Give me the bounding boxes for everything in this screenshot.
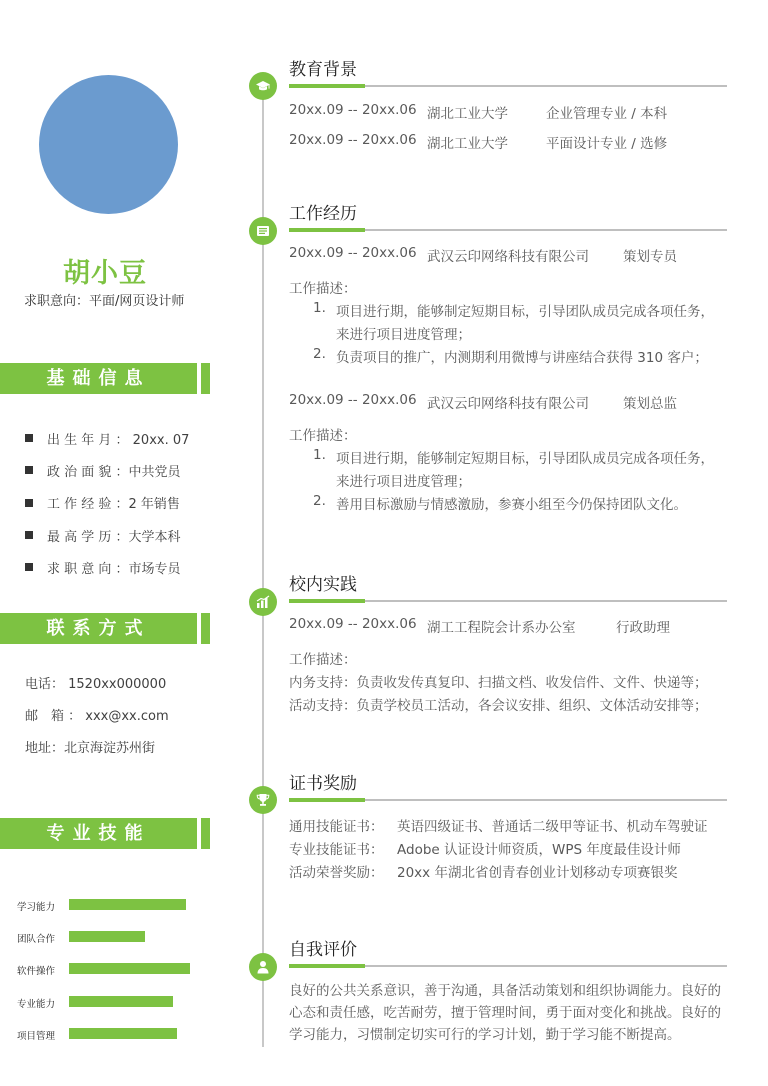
section-divider (289, 229, 727, 231)
square-bullet-icon (25, 499, 33, 507)
section-divider (289, 85, 727, 87)
graduation-cap-icon (249, 72, 277, 100)
section-divider (289, 600, 727, 602)
avatar (39, 75, 178, 214)
list-item: 善用目标激励与情感激励，参赛小组至今仍保持团队文化。 (336, 497, 687, 513)
list-item-number: 2. (313, 346, 326, 362)
campus-desc-line: 活动支持：负责学校员工活动，各会议安排、组织、文体活动安排等； (289, 698, 708, 714)
list-item: 最 高 学 历 ：大学本科 (25, 519, 189, 551)
work-title: 工作经历 (289, 204, 357, 224)
trophy-icon (249, 786, 277, 814)
self-eval-text: 良好的公共关系意识，善于沟通，具备活动策划和组织协调能力。良好的心态和责任感，吃苦耐劳，擅于管理时间，勇于面对变化和挑战。良好的学习能力，习惯制定切实可行的学习计划，勤于学习能不断提高。 (289, 983, 721, 1043)
campus-title: 校内实践 (289, 575, 357, 595)
square-bullet-icon (25, 434, 33, 442)
square-bullet-icon (25, 531, 33, 539)
basic-info-list (25, 422, 189, 583)
basic-info-title: 基础信息 (0, 363, 197, 394)
square-bullet-icon (25, 563, 33, 571)
contact-email: 邮 箱 ： xxx@xx.com (25, 709, 169, 724)
list-item: 负责项目的推广，内测期利用微博与讲座结合获得 310 客户； (336, 350, 708, 366)
book-icon (249, 217, 277, 245)
contact-title: 联系方式 (0, 613, 197, 644)
list-item-number: 1. (313, 300, 326, 316)
job-objective: 求职意向：平面/网页设计师 (24, 294, 185, 309)
contact-address: 地址：北京海淀苏州街 (25, 741, 156, 756)
job-desc-label: 工作描述： (289, 428, 357, 444)
list-item-number: 1. (313, 447, 326, 463)
list-item-number: 2. (313, 493, 326, 509)
bar-chart-icon (249, 588, 277, 616)
list-item: 项目进行期，能够制定短期目标，引导团队成员完成各项任务， (336, 451, 714, 467)
header-tab-accent (201, 818, 210, 849)
list-item-cont: 来进行项目进度管理； (336, 474, 471, 490)
list-item: 政 治 面 貌 ：中共党员 (25, 454, 189, 486)
list-item: 工 作 经 验 ：2 年销售 (25, 487, 189, 519)
list-item: 求 职 意 向 ：市场专员 (25, 551, 189, 583)
candidate-name: 胡小豆 (63, 258, 147, 289)
contact-list (25, 673, 169, 769)
square-bullet-icon (25, 466, 33, 474)
list-item: 项目进行期，能够制定短期目标，引导团队成员完成各项任务， (336, 304, 714, 320)
skill-bar (69, 963, 190, 974)
campus-desc-label: 工作描述： (289, 652, 357, 668)
header-tab-accent (201, 363, 210, 394)
skill-bar (69, 1028, 177, 1039)
skill-bar (69, 899, 186, 910)
section-divider (289, 799, 727, 801)
self-eval-title: 自我评价 (289, 940, 357, 960)
skills-title: 专业技能 (0, 818, 197, 849)
certs-title: 证书奖励 (289, 774, 357, 794)
list-item-cont: 来进行项目进度管理； (336, 327, 471, 343)
header-tab-accent (201, 613, 210, 644)
person-icon (249, 953, 277, 981)
education-title: 教育背景 (289, 60, 357, 80)
job-desc-label: 工作描述： (289, 281, 357, 297)
skill-bar (69, 996, 173, 1007)
section-divider (289, 965, 727, 967)
list-item: 出 生 年 月 ： 20xx. 07 (25, 422, 189, 454)
contact-phone: 电话： 1520xx000000 (25, 677, 167, 692)
skill-bar (69, 931, 145, 942)
campus-desc-line: 内务支持：负责收发传真复印、扫描文档、收发信件、文件、快递等； (289, 675, 708, 691)
